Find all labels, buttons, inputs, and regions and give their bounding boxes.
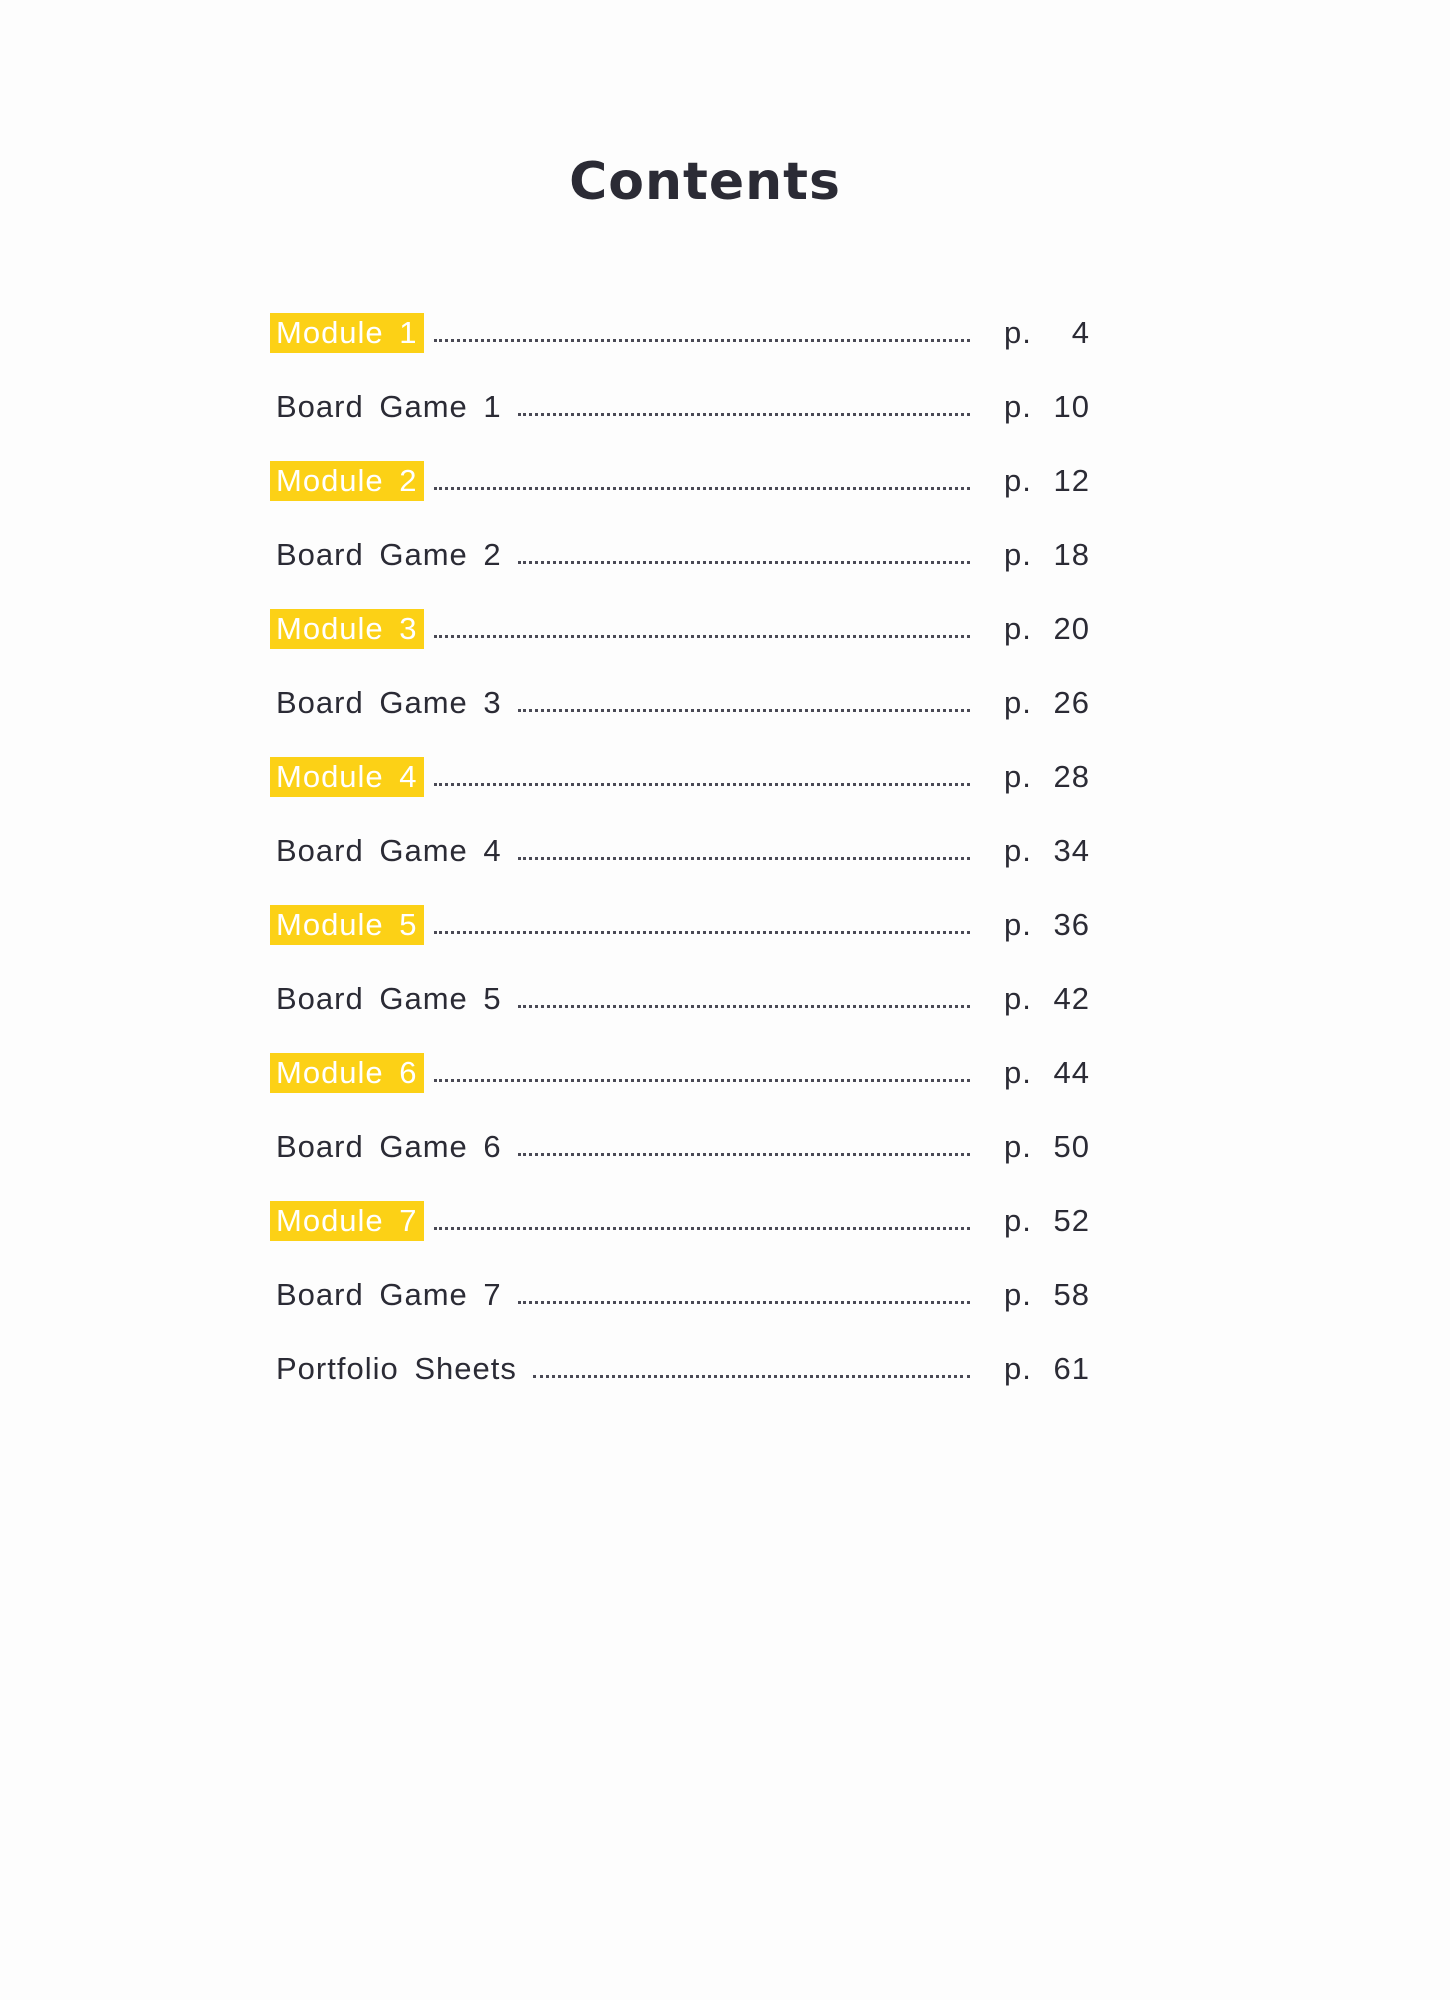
dot-leader — [434, 487, 970, 490]
page-number: 4 — [1071, 315, 1090, 350]
toc-entry-page — [1004, 833, 1090, 869]
toc-entry[interactable] — [270, 444, 1090, 518]
dot-leader — [518, 857, 970, 860]
dot-leader — [518, 561, 970, 564]
toc-entry[interactable] — [270, 888, 1090, 962]
toc-entry-page — [1004, 759, 1090, 795]
dot-leader — [533, 1375, 970, 1378]
page-prefix: p. — [1004, 611, 1032, 646]
dot-leader — [434, 783, 970, 786]
toc-module-label: Module 7 — [270, 1201, 424, 1241]
page-number: 44 — [1053, 1055, 1090, 1090]
toc-entry-page — [1004, 981, 1090, 1017]
page-number: 28 — [1053, 759, 1090, 794]
toc-module-label: Module 5 — [270, 905, 424, 945]
toc-entry[interactable] — [270, 814, 1090, 888]
toc-entry[interactable] — [270, 518, 1090, 592]
page-number: 26 — [1053, 685, 1090, 720]
page-number: 20 — [1053, 611, 1090, 646]
dot-leader — [434, 1079, 970, 1082]
page-prefix: p. — [1004, 463, 1032, 498]
page-prefix: p. — [1004, 1351, 1032, 1386]
toc-entry[interactable] — [270, 962, 1090, 1036]
page-number: 18 — [1053, 537, 1090, 572]
page-prefix: p. — [1004, 389, 1032, 424]
page-number: 36 — [1053, 907, 1090, 942]
page-prefix: p. — [1004, 315, 1032, 350]
dot-leader — [518, 1005, 970, 1008]
dot-leader — [434, 1227, 970, 1230]
page-title: Contents — [569, 152, 841, 212]
toc-entry-page — [1004, 463, 1090, 499]
dot-leader — [518, 709, 970, 712]
toc-entry-label: Board Game 1 — [276, 389, 502, 424]
toc-entry[interactable] — [270, 1258, 1090, 1332]
toc-entry[interactable] — [270, 1110, 1090, 1184]
page-prefix: p. — [1004, 981, 1032, 1016]
page-prefix: p. — [1004, 537, 1032, 572]
toc-entry[interactable] — [270, 1332, 1090, 1406]
page-prefix: p. — [1004, 759, 1032, 794]
toc-entry-page — [1004, 1055, 1090, 1091]
page-prefix: p. — [1004, 1203, 1032, 1238]
toc-entry[interactable] — [270, 1184, 1090, 1258]
page-number: 10 — [1053, 389, 1090, 424]
toc-entry[interactable] — [270, 370, 1090, 444]
toc-entry-label: Board Game 5 — [276, 981, 502, 1016]
table-of-contents — [270, 296, 1090, 1406]
toc-module-label: Module 6 — [270, 1053, 424, 1093]
toc-entry-label: Board Game 3 — [276, 685, 502, 720]
page-number: 50 — [1053, 1129, 1090, 1164]
toc-entry-page — [1004, 1203, 1090, 1239]
toc-entry[interactable] — [270, 740, 1090, 814]
toc-entry-label: Board Game 6 — [276, 1129, 502, 1164]
page-prefix: p. — [1004, 685, 1032, 720]
toc-entry-page — [1004, 389, 1090, 425]
page-prefix: p. — [1004, 1055, 1032, 1090]
toc-entry-page — [1004, 537, 1090, 573]
toc-entry-page — [1004, 1351, 1090, 1387]
dot-leader — [518, 1301, 970, 1304]
page-number: 52 — [1053, 1203, 1090, 1238]
toc-entry[interactable] — [270, 296, 1090, 370]
toc-entry[interactable] — [270, 592, 1090, 666]
toc-entry-label: Board Game 7 — [276, 1277, 502, 1312]
page-number: 58 — [1053, 1277, 1090, 1312]
page-prefix: p. — [1004, 907, 1032, 942]
dot-leader — [518, 413, 970, 416]
toc-module-label: Module 2 — [270, 461, 424, 501]
toc-entry-page — [1004, 685, 1090, 721]
page-prefix: p. — [1004, 1277, 1032, 1312]
page-number: 42 — [1053, 981, 1090, 1016]
dot-leader — [518, 1153, 970, 1156]
page-prefix: p. — [1004, 833, 1032, 868]
toc-entry[interactable] — [270, 1036, 1090, 1110]
dot-leader — [434, 339, 970, 342]
toc-entry-label: Board Game 2 — [276, 537, 502, 572]
page-number: 34 — [1053, 833, 1090, 868]
toc-module-label: Module 4 — [270, 757, 424, 797]
page-number: 61 — [1053, 1351, 1090, 1386]
toc-entry-page — [1004, 1277, 1090, 1313]
toc-entry-page — [1004, 1129, 1090, 1165]
page-number: 12 — [1053, 463, 1090, 498]
toc-entry-label: Portfolio Sheets — [276, 1351, 517, 1386]
dot-leader — [434, 931, 970, 934]
toc-entry-page — [1004, 907, 1090, 943]
toc-module-label: Module 1 — [270, 313, 424, 353]
toc-module-label: Module 3 — [270, 609, 424, 649]
dot-leader — [434, 635, 970, 638]
toc-entry-page — [1004, 611, 1090, 647]
page-prefix: p. — [1004, 1129, 1032, 1164]
toc-entry[interactable] — [270, 666, 1090, 740]
toc-entry-label: Board Game 4 — [276, 833, 502, 868]
toc-entry-page — [1004, 315, 1090, 351]
